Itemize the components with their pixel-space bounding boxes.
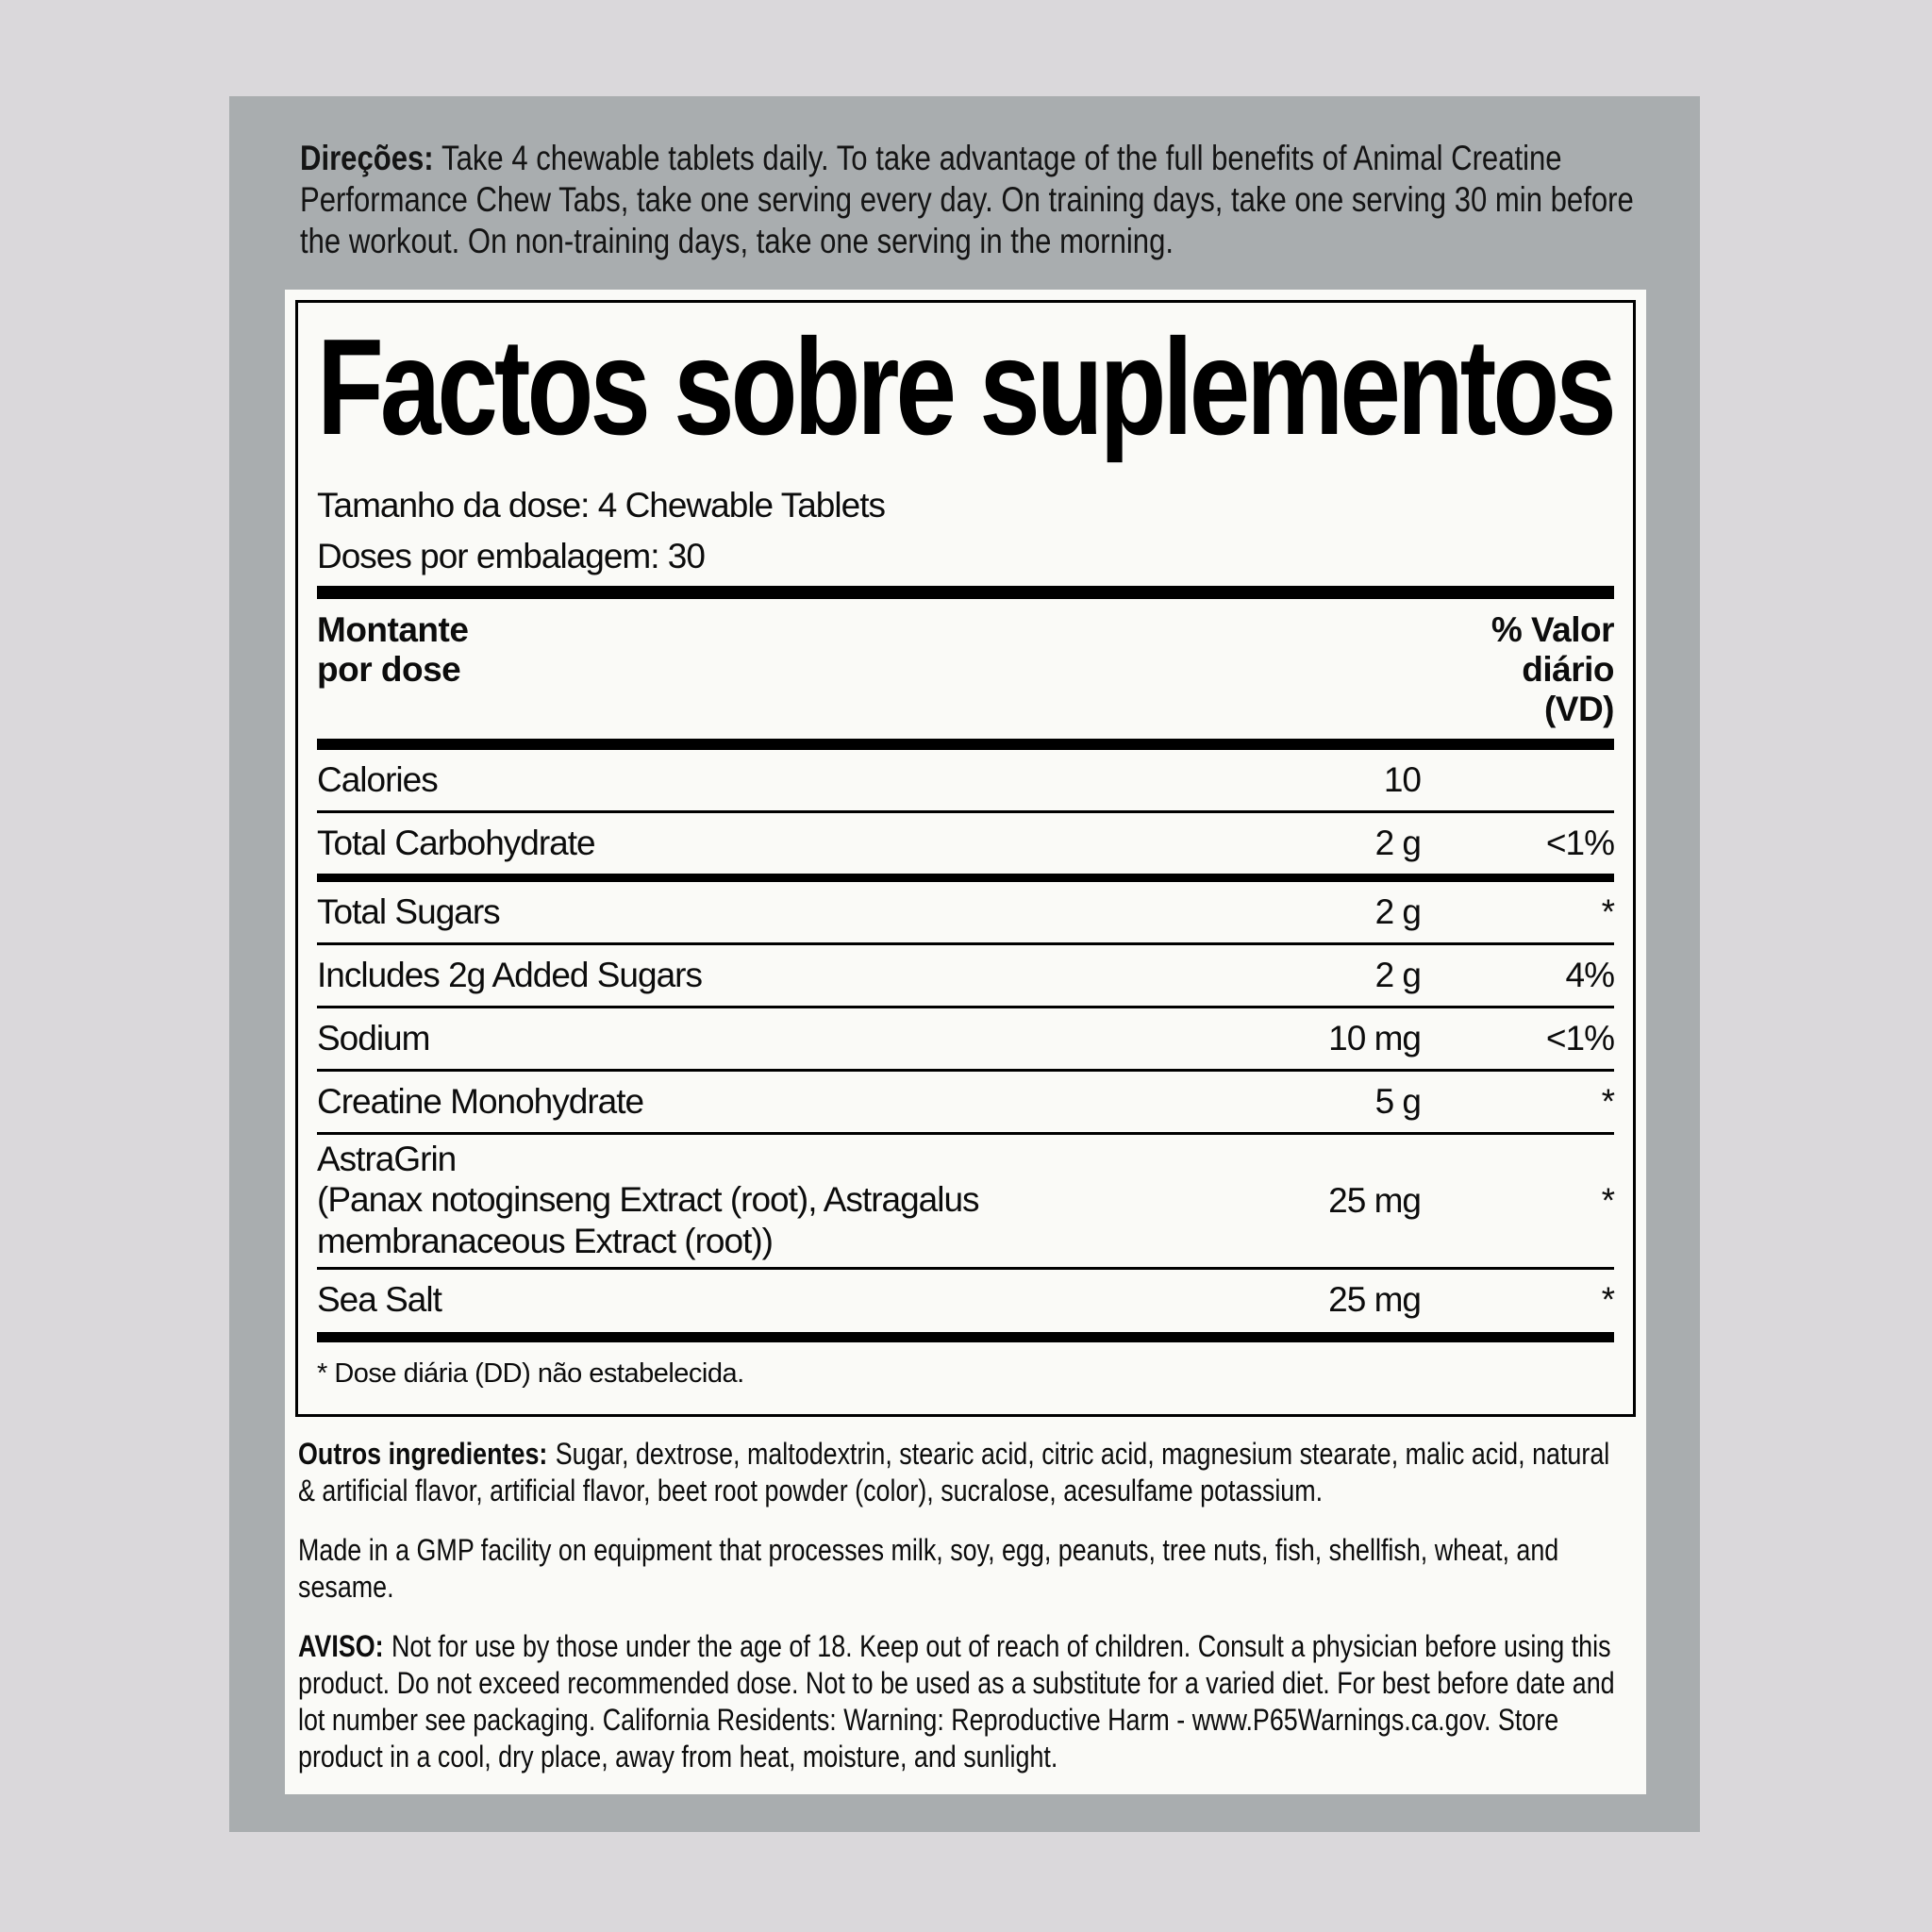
other-ingredients-text: Sugar, dextrose, maltodextrin, stearic acid, citric acid, magnesium stearate, malic acid, natural & artificial flavor, artificial flavor, beet root powder (color), sucralose, acesulfame potassium. (298, 1437, 1610, 1507)
nutrient-amount: 5 g (1374, 1082, 1421, 1121)
nutrient-amount: 10 mg (1328, 1019, 1421, 1058)
daily-value-header: % Valor diário (VD) (1491, 610, 1614, 728)
table-row-added-sugars (317, 945, 1614, 1006)
directions-label: Direções: (300, 139, 434, 177)
row-divider-thick (317, 874, 1614, 882)
label-panel (229, 96, 1700, 1832)
serving-size-text: Tamanho da dose: 4 Chewable Tablets (317, 486, 885, 525)
nutrient-amount: 2 g (1374, 956, 1421, 994)
nutrient-dv: <1% (1545, 824, 1614, 862)
nutrient-dv: <1% (1545, 1019, 1614, 1058)
nutrient-name: Sodium (317, 1019, 430, 1058)
nutrient-dv: * (1601, 1280, 1614, 1319)
nutrient-dv: 4% (1565, 956, 1614, 994)
nutrient-name: AstraGrin (Panax notoginseng Extract (root), Astragalus membranaceous Extract (root)) (317, 1140, 1232, 1262)
nutrient-name: Calories (317, 760, 438, 799)
nutrient-name: Total Carbohydrate (317, 824, 595, 862)
table-row-creatine-monohydrate (317, 1072, 1614, 1132)
supplement-facts-card (285, 290, 1646, 1794)
other-ingredients-label: Outros ingredientes: (298, 1437, 548, 1471)
gmp-statement-text: Made in a GMP facility on equipment that processes milk, soy, egg, peanuts, tree nuts, fish, shellfish, wheat, and sesame. (298, 1533, 1559, 1604)
nutrient-name: Total Sugars (317, 892, 500, 931)
warning-label: AVISO: (298, 1629, 384, 1663)
table-row-total-sugars (317, 882, 1614, 942)
warning-paragraph (298, 1628, 1633, 1775)
table-row-sea-salt (317, 1270, 1614, 1330)
table-row-sodium (317, 1008, 1614, 1069)
nutrient-dv: * (1601, 1181, 1614, 1220)
daily-value-footnote: * Dose diária (DD) não estabelecida. (317, 1358, 744, 1389)
nutrient-dv: * (1601, 892, 1614, 931)
table-row-astragrin (317, 1135, 1614, 1267)
nutrient-amount: 25 mg (1328, 1181, 1421, 1220)
nutrient-name: Sea Salt (317, 1280, 441, 1319)
nutrient-name: Creatine Monohydrate (317, 1082, 644, 1121)
nutrient-amount: 2 g (1374, 824, 1421, 862)
nutrient-detail: (Panax notoginseng Extract (root), Astragalus membranaceous Extract (root)) (317, 1180, 979, 1260)
nutrient-name: Includes 2g Added Sugars (317, 956, 702, 994)
other-ingredients-paragraph (298, 1436, 1633, 1509)
table-header (317, 610, 1614, 729)
table-row-total-carbohydrate (317, 813, 1614, 874)
nutrient-dv: * (1601, 1082, 1614, 1121)
supplement-facts-box (295, 300, 1636, 1417)
table-top-divider (317, 586, 1614, 599)
table-header-divider (317, 739, 1614, 750)
directions-paragraph (300, 138, 1665, 262)
nutrient-amount: 25 mg (1328, 1280, 1421, 1319)
servings-per-container-text: Doses por embalagem: 30 (317, 537, 705, 575)
warning-text: Not for use by those under the age of 18. Keep out of reach of children. Consult a physician before using this product. Do not exceed recommended dose. Not to be used as a substitute for a varied diet. For best before date and lot number see packaging. California Residents: Warning: Reproductive Harm - www.P65Warnings.ca.gov. Store product in a cool, dry place, away from heat, moisture, and sunlight. (298, 1629, 1615, 1774)
nutrient-amount: 10 (1383, 760, 1421, 799)
gmp-paragraph (298, 1532, 1633, 1606)
directions-body: Take 4 chewable tablets daily. To take advantage of the full benefits of Animal Creatine Performance Chew Tabs, take one serving every day. On training days, take one serving 30 min before the workout. On non-training days, take one serving in the morning. (300, 139, 1634, 260)
lower-statements (298, 1436, 1633, 1775)
directions-text (300, 138, 1664, 262)
table-row-calories (317, 750, 1614, 810)
facts-title: Factos sobre suplementos (317, 310, 1613, 463)
nutrient-amount: 2 g (1374, 892, 1421, 931)
amount-per-serving-header: Montante por dose (317, 610, 469, 689)
table-bottom-divider (317, 1332, 1614, 1342)
